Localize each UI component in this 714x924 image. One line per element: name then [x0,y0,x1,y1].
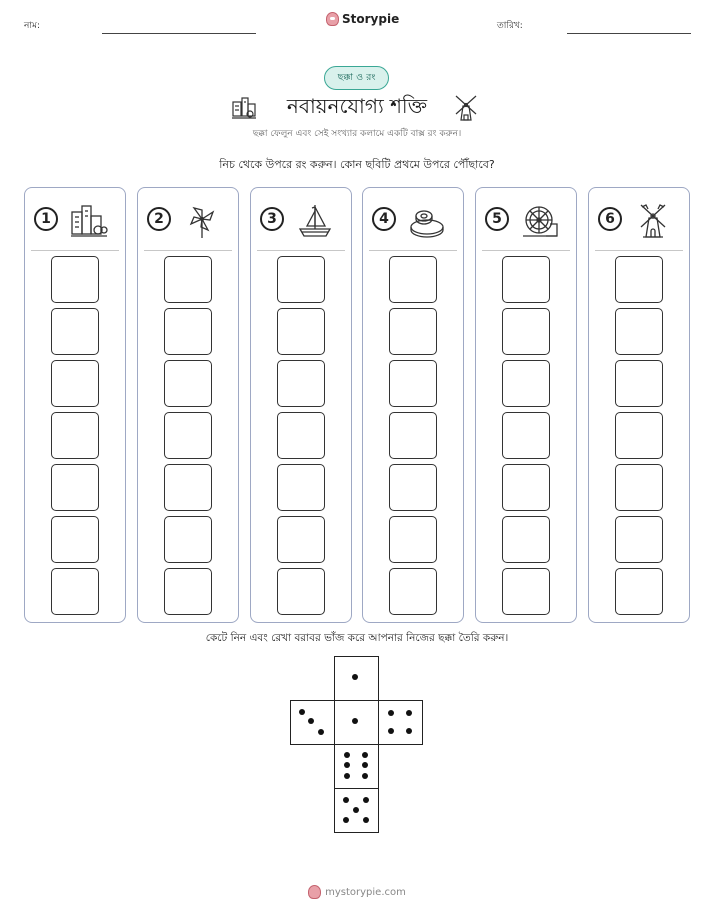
column-number: 3 [260,207,284,231]
factory-icon [69,202,109,240]
column-divider [369,250,457,251]
color-box[interactable] [615,464,663,511]
die-pip [362,762,368,768]
die-pip [308,718,314,724]
color-box[interactable] [389,464,437,511]
column-number: 1 [34,207,58,231]
category-badge: ছক্কা ও রং [324,66,389,90]
pinwheel-icon [182,202,222,240]
color-box[interactable] [164,360,212,407]
die-pip [362,752,368,758]
brand-name: Storypie [342,12,400,26]
column-divider [482,250,570,251]
color-box[interactable] [164,256,212,303]
color-box[interactable] [615,412,663,459]
windmill-title-icon [452,92,480,122]
die-pip [352,674,358,680]
die-face-center[interactable] [334,700,379,745]
die-pip [388,728,394,734]
footer-url[interactable]: mystorypie.com [325,886,406,898]
die-pip [362,773,368,779]
storypie-mascot-icon [326,12,339,26]
column-6 [588,187,690,623]
die-face-left[interactable] [290,700,335,745]
column-divider [31,250,119,251]
color-box[interactable] [389,308,437,355]
die-face-right[interactable] [378,700,423,745]
name-line[interactable] [102,33,256,34]
biomass-pellet-icon [407,202,447,240]
color-box[interactable] [389,412,437,459]
color-box[interactable] [502,360,550,407]
die-pip [353,807,359,813]
die-pip [363,797,369,803]
color-box[interactable] [164,516,212,563]
color-box[interactable] [502,568,550,615]
die-face-bottom[interactable] [334,788,379,833]
column-2 [137,187,239,623]
color-box[interactable] [277,360,325,407]
column-number: 5 [485,207,509,231]
color-box[interactable] [389,360,437,407]
color-box[interactable] [502,516,550,563]
color-box[interactable] [277,516,325,563]
column-number: 6 [598,207,622,231]
die-pip [363,817,369,823]
storypie-mascot-icon [308,885,321,899]
column-divider [144,250,232,251]
instruction-text: নিচ থেকে উপরে রং করুন। কোন ছবিটি প্রথমে উপরে পৌঁছাবে? [219,158,495,171]
column-number: 4 [372,207,396,231]
color-box[interactable] [51,568,99,615]
die-pip [388,710,394,716]
color-box[interactable] [277,308,325,355]
die-pip [299,709,305,715]
color-box[interactable] [389,516,437,563]
die-pip [352,718,358,724]
color-box[interactable] [615,516,663,563]
color-box[interactable] [615,256,663,303]
die-pip [318,729,324,735]
subtitle: ছক্কা ফেলুন এবং সেই সংখ্যার কলামে একটি বাক্স রং করুন। [252,129,462,139]
color-box[interactable] [502,412,550,459]
name-label: নাম: [24,21,41,31]
column-4 [362,187,464,623]
brand-logo [326,12,399,26]
color-box[interactable] [389,256,437,303]
color-box[interactable] [615,308,663,355]
color-box[interactable] [277,256,325,303]
color-box[interactable] [51,412,99,459]
sailboat-icon [295,202,335,240]
color-box[interactable] [164,412,212,459]
cut-instruction: কেটে নিন এবং রেখা বরাবর ভাঁজ করে আপনার নিজের ছক্কা তৈরি করুন। [205,632,509,644]
column-divider [595,250,683,251]
color-box[interactable] [502,308,550,355]
die-pip [344,773,350,779]
color-box[interactable] [51,464,99,511]
worksheet-title: নবায়নযোগ্য শক্তি [286,94,428,118]
die-pip [343,817,349,823]
color-box[interactable] [389,568,437,615]
date-label: তারিখ: [497,21,523,31]
die-face-lower[interactable] [334,744,379,789]
color-box[interactable] [502,256,550,303]
color-box[interactable] [51,360,99,407]
color-box[interactable] [51,256,99,303]
color-box[interactable] [615,568,663,615]
color-box[interactable] [277,464,325,511]
die-face-top[interactable] [334,656,379,701]
windmill-icon [633,202,673,240]
column-5 [475,187,577,623]
color-box[interactable] [277,568,325,615]
color-box[interactable] [502,464,550,511]
color-box[interactable] [615,360,663,407]
die-pip [343,797,349,803]
color-box[interactable] [164,464,212,511]
color-box[interactable] [164,568,212,615]
column-1 [24,187,126,623]
column-3 [250,187,352,623]
color-box[interactable] [164,308,212,355]
color-box[interactable] [51,516,99,563]
die-pip [406,710,412,716]
date-line[interactable] [567,33,691,34]
water-wheel-icon [520,202,560,240]
die-pip [344,762,350,768]
die-pip [406,728,412,734]
footer [0,885,714,899]
die-pip [344,752,350,758]
column-divider [257,250,345,251]
column-number: 2 [147,207,171,231]
color-box[interactable] [51,308,99,355]
color-box[interactable] [277,412,325,459]
